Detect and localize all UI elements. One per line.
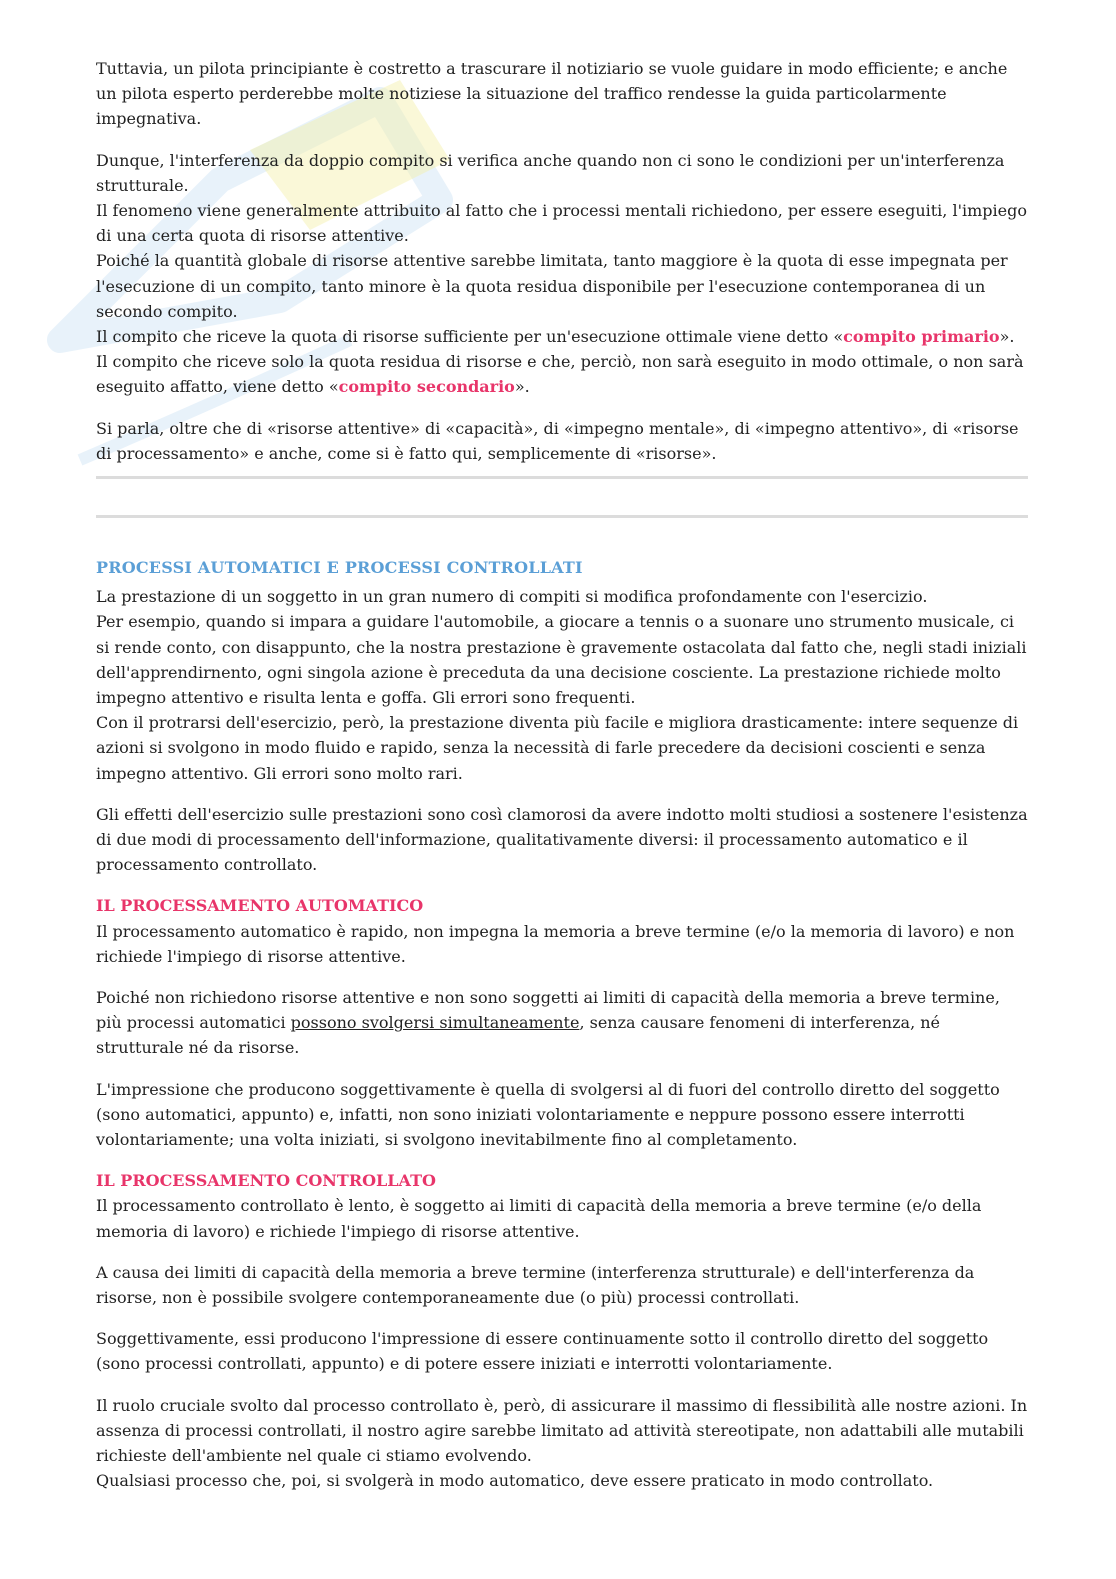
paragraph: Soggettivamente, essi producono l'impressione di essere continuamente sotto il controllo diretto del soggetto (sono processi controllati, appunto) e di potere essere iniziati e interrotti volontariamente. [96, 1329, 989, 1374]
paragraph: A causa dei limiti di capacità della memoria a breve termine (interferenza strutturale) e dell'interferenza da risorse, non è possibile svolgere contemporaneamente due (o più) processi controllati. [96, 1262, 975, 1308]
paragraph: Con il protrarsi dell'esercizio, però, la prestazione diventa più facile e migliora drasticamente: intere sequenze di azioni si svolgono in modo fluido e rapido, senza la necessità di farle precedere da decisioni coscienti e senza impegno attentivo. Gli errori sono molto rari. [96, 713, 1019, 783]
paragraph: Per esempio, quando si impara a guidare l'automobile, a giocare a tennis o a suonare uno strumento musicale, ci si rende conto, con disappunto, che la nostra prestazione è gravemente ostacolata dal fatto che, negli stadi iniziali dell'apprendirnento, ogni singola azione è preceduta da una decisione cosciente. La prestazione richiede molto impegno attentivo e risulta lenta e goffa. Gli errori sono frequenti. [96, 612, 1027, 708]
paragraph: Gli effetti dell'esercizio sulle prestazioni sono così clamorosi da avere indotto molti studiosi a sostenere l'esistenza di due modi di processamento dell'informazione, qualitativamente diversi: il processamento automatico e il processamento controllato. [96, 804, 1028, 875]
paragraph: Si parla, oltre che di «risorse attentive» di «capacità», di «impegno mentale», di «impegno attentivo», di «risorse di processamento» e anche, come si è fatto qui, semplicemente di «risorse». [96, 418, 1019, 463]
paragraph: Il processamento controllato è lento, è soggetto ai limiti di capacità della memoria a breve termine (e/o della memoria di lavoro) e richiede l'impiego di risorse attentive. [96, 1196, 982, 1241]
subsection-title-automatic: IL PROCESSAMENTO AUTOMATICO [96, 896, 424, 916]
paragraph-secondary-task: Il compito che riceve solo la quota residua di risorse e che, perciò, non sarà eseguito in modo ottimale, o non sarà eseguito affatto, viene detto «compito secondario». [96, 352, 1024, 397]
paragraph: Poiché non richiedono risorse attentive e non sono soggetti ai limiti di capacità della memoria a breve termine, più processi automatici possono svolgersi simultaneamente, senza causare fenomeni di interferenza, né strutturale né da risorse. [96, 988, 1000, 1058]
paragraph: Dunque, l'interferenza da doppio compito si verifica anche quando non ci sono le condizioni per un'interferenza strutturale. [96, 150, 1005, 195]
term-compito-primario: compito primario [843, 327, 1000, 347]
paragraph: L'impressione che producono soggettivamente è quella di svolgersi al di fuori del controllo diretto del soggetto (sono automatici, appunto) e, infatti, non sono iniziati volontariamente e neppure possono essere interrotti volontariamente; una volta iniziati, si svolgono inevitabilmente fino al completamento. [96, 1079, 1000, 1150]
underlined-phrase: possono svolgersi simultaneamente [290, 1013, 580, 1033]
paragraph: Qualsiasi processo che, poi, si svolgerà in modo automatico, deve essere praticato in modo controllato. [96, 1471, 934, 1491]
section-block [96, 555, 1030, 1494]
paragraph: Il fenomeno viene generalmente attribuito al fatto che i processi mentali richiedono, per essere eseguiti, l'impiego di una certa quota di risorse attentive. [96, 201, 1027, 246]
paragraph: Poiché la quantità globale di risorse attentive sarebbe limitata, tanto maggiore è la quota di esse impegnata per l'esecuzione di un compito, tanto minore è la quota residua disponibile per l'esecuzione contemporanea di un secondo compito. [96, 251, 1008, 321]
divider [96, 515, 1028, 518]
paragraph: La prestazione di un soggetto in un gran numero di compiti si modifica profondamente con l'esercizio. [96, 587, 928, 607]
intro-block [96, 56, 1030, 466]
section-title: PROCESSI AUTOMATICI E PROCESSI CONTROLLATI [96, 558, 583, 577]
paragraph: Il ruolo cruciale svolto dal processo controllato è, però, di assicurare il massimo di flessibilità alle nostre azioni. In assenza di processi controllati, il nostro agire sarebbe limitato ad attività stereotipate, non adattabili alle mutabili richieste dell'ambiente nel quale ci stiamo evolvendo. [96, 1395, 1028, 1466]
subsection-title-controlled: IL PROCESSAMENTO CONTROLLATO [96, 1171, 436, 1191]
divider [96, 476, 1028, 479]
paragraph: Tuttavia, un pilota principiante è costretto a trascurare il notiziario se vuole guidare in modo efficiente; e anche un pilota esperto perderebbe molte notiziese la situazione del traffico rendesse la guida particolarmente impegnativa. [96, 59, 1008, 129]
paragraph-primary-task: Il compito che riceve la quota di risorse sufficiente per un'esecuzione ottimale viene detto «compito primario». [96, 327, 1015, 347]
paragraph: Il processamento automatico è rapido, non impegna la memoria a breve termine (e/o la memoria di lavoro) e non richiede l'impiego di risorse attentive. [96, 921, 1015, 966]
term-compito-secondario: compito secondario [338, 377, 515, 397]
